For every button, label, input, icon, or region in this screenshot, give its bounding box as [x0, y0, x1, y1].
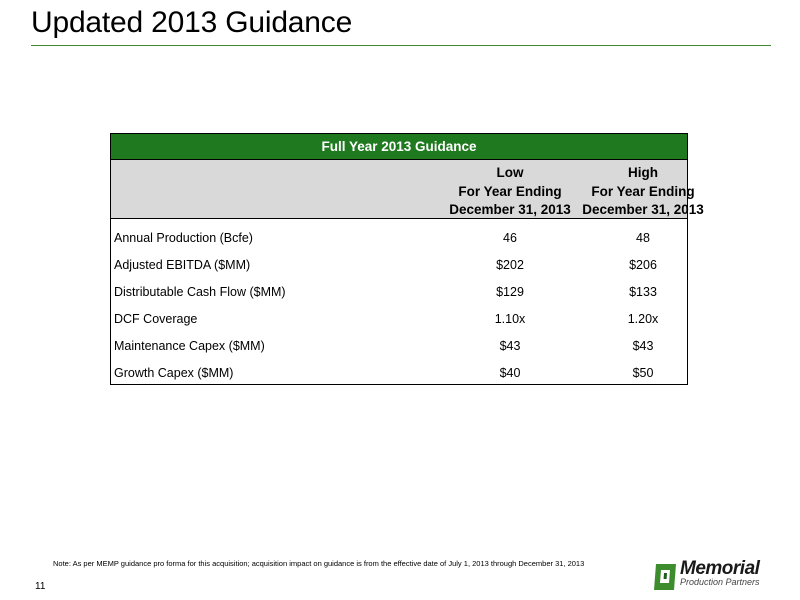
footnote: Note: As per MEMP guidance pro forma for this acquisition; acquisition impact on guidance is from the effective date of July 1, 2013 through December 31, 2013	[53, 559, 585, 568]
company-logo	[652, 558, 777, 594]
table-row: Adjusted EBITDA ($MM) $202 $206	[114, 258, 657, 272]
table-row: Annual Production (Bcfe) 46 48	[114, 231, 650, 245]
guidance-table	[110, 133, 704, 385]
table-row: Distributable Cash Flow ($MM) $129 $133	[114, 285, 657, 299]
page-title: Updated 2013 Guidance	[31, 6, 353, 39]
column-header-high: High For Year Ending December 31, 2013	[582, 165, 704, 217]
table-heading: Full Year 2013 Guidance	[111, 134, 687, 159]
logo-subtitle: Production Partners	[680, 577, 760, 587]
table-body	[111, 218, 687, 380]
title-divider	[31, 45, 771, 46]
column-header-row	[111, 159, 704, 218]
page-number: 11	[35, 581, 46, 592]
column-header-low: Low For Year Ending December 31, 2013	[449, 165, 571, 217]
table-row: Maintenance Capex ($MM) $43 $43	[114, 339, 654, 353]
logo-name: Memorial	[680, 558, 760, 579]
memorial-logo-icon	[652, 562, 678, 592]
table-row: Growth Capex ($MM) $40 $50	[114, 366, 654, 380]
table-row: DCF Coverage 1.10x 1.20x	[114, 312, 659, 326]
